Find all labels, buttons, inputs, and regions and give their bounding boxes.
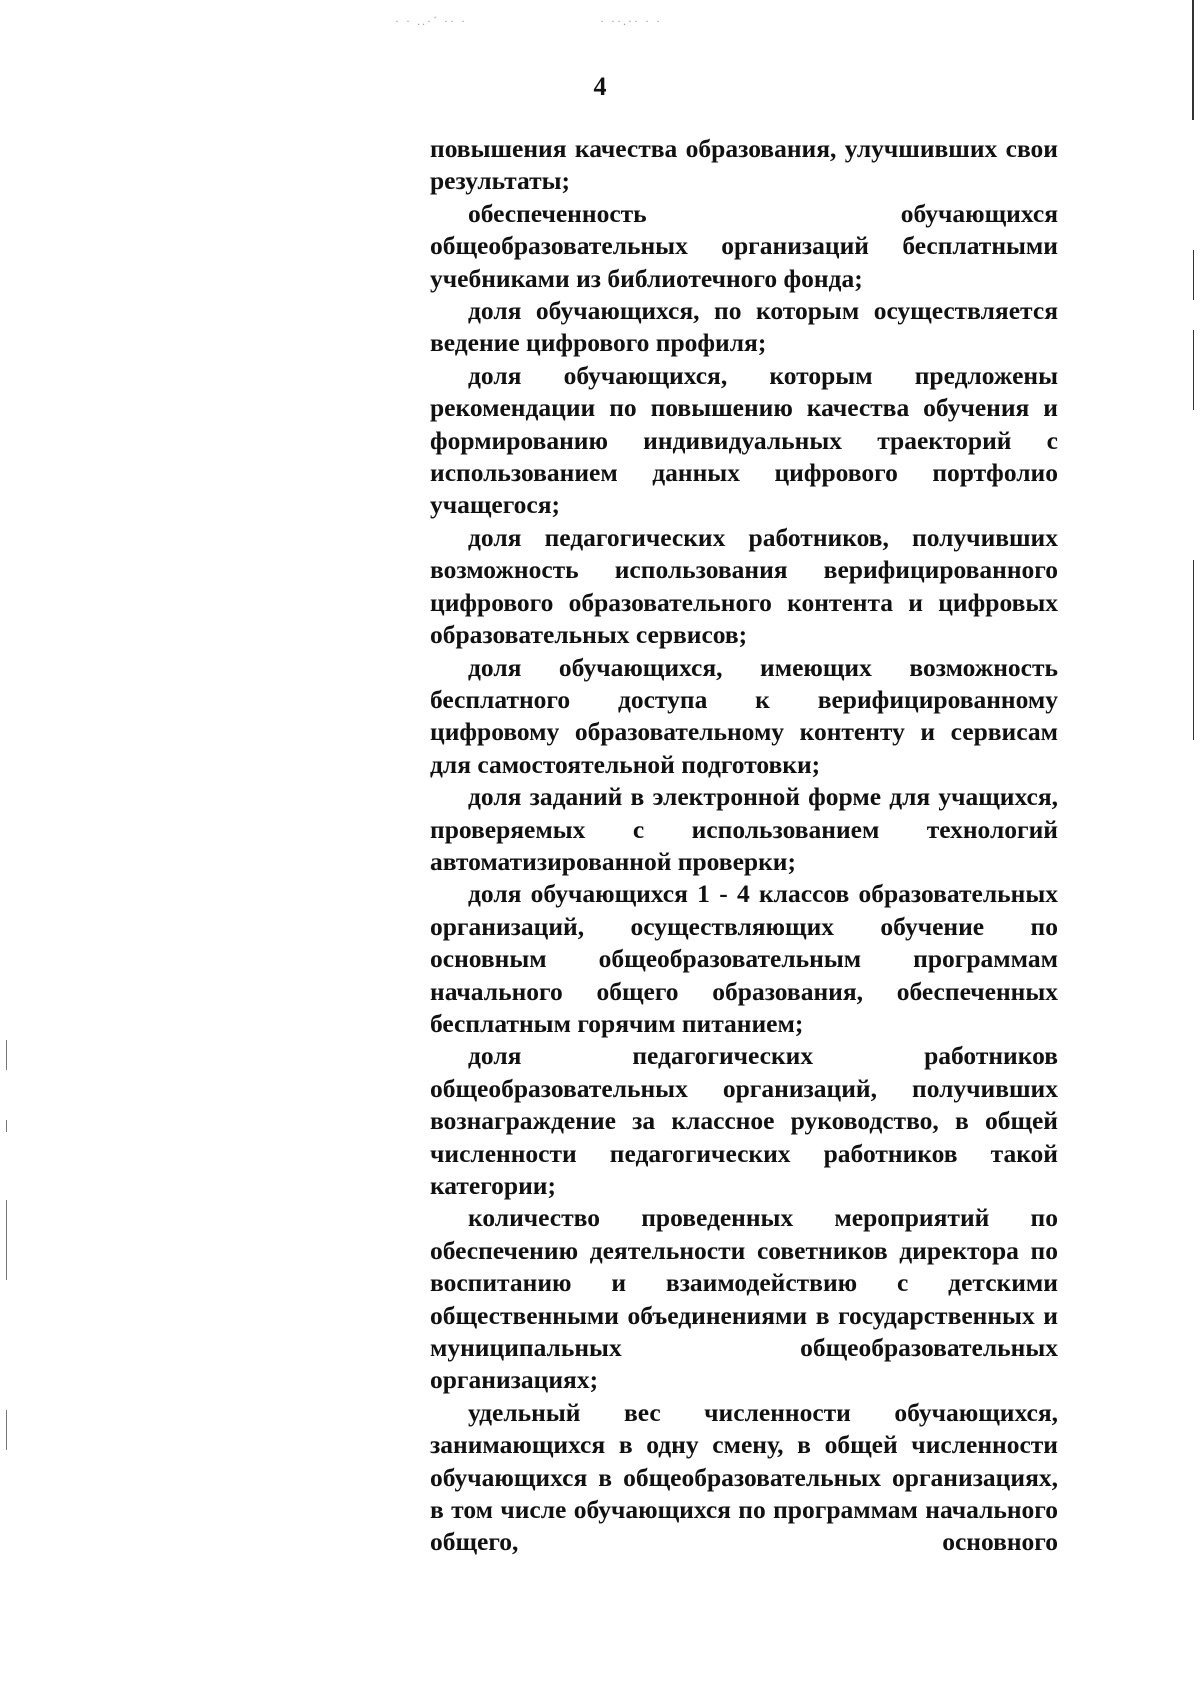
paragraph: доля педагогических работников, получивших возможность использования верифицированного цифрового образовательного контента и цифровых образовательных сервисов; [430, 522, 1058, 650]
paragraph: доля обучающихся, имеющих возможность бесплатного доступа к верифицированному цифровому образовательному контенту и сервисам для самостоятельной подготовки; [430, 652, 1058, 779]
paragraph: доля обучающихся 1 - 4 классов образовательных организаций, осуществляющих обучение по основным общеобразовательным программам начального общего образования, обеспеченных бесплатным горячим питанием; [430, 879, 1058, 1038]
scan-edge-line [6, 1200, 7, 1280]
scan-edge-line [6, 1040, 7, 1070]
scan-edge-line [1193, 330, 1194, 410]
paragraph: доля обучающихся, которым предложены рекомендации по повышению качества обучения и формированию индивидуальных траекторий с использованием данных цифрового портфолио учащегося; [430, 360, 1058, 520]
paragraph: удельный вес численности обучающихся, занимающихся в одну смену, в общей численности обучающихся в общеобразовательных организациях, в том числе обучающихся по программам начального общего, основного [430, 1397, 1058, 1557]
paragraph: количество проведенных мероприятий по обеспечению деятельности советников директора по воспитанию и взаимодействию с детскими общественными объединениями в государственных и муниципальных общеобразовательных организациях; [430, 1203, 1058, 1395]
scan-edge-line [6, 1120, 7, 1132]
document-body [430, 133, 1058, 1559]
page-number: 4 [593, 72, 607, 101]
paragraph: доля заданий в электронной форме для учащихся, проверяемых с использованием технологий автоматизированной проверки; [430, 782, 1058, 876]
scan-edge-line [1192, 0, 1194, 120]
scan-artifact: · · ..·´ ·· · [395, 14, 467, 28]
paragraph: повышения качества образования, улучшивших свои результаты; [430, 134, 1058, 196]
paragraph: доля обучающихся, по которым осуществляется ведение цифрового профиля; [430, 296, 1058, 358]
scan-edge-line [1193, 250, 1194, 300]
scan-edge-line [6, 1410, 7, 1450]
paragraph: обеспеченность обучающихся общеобразовательных организаций бесплатными учебниками из библиотечного фонда; [430, 198, 1058, 293]
scan-artifact: · ··.·· · · [600, 14, 662, 28]
scan-edge-line [1193, 560, 1194, 740]
paragraph: доля педагогических работников общеобразовательных организаций, получивших вознаграждение за классное руководство, в общей численности педагогических работников такой категории; [430, 1041, 1058, 1200]
